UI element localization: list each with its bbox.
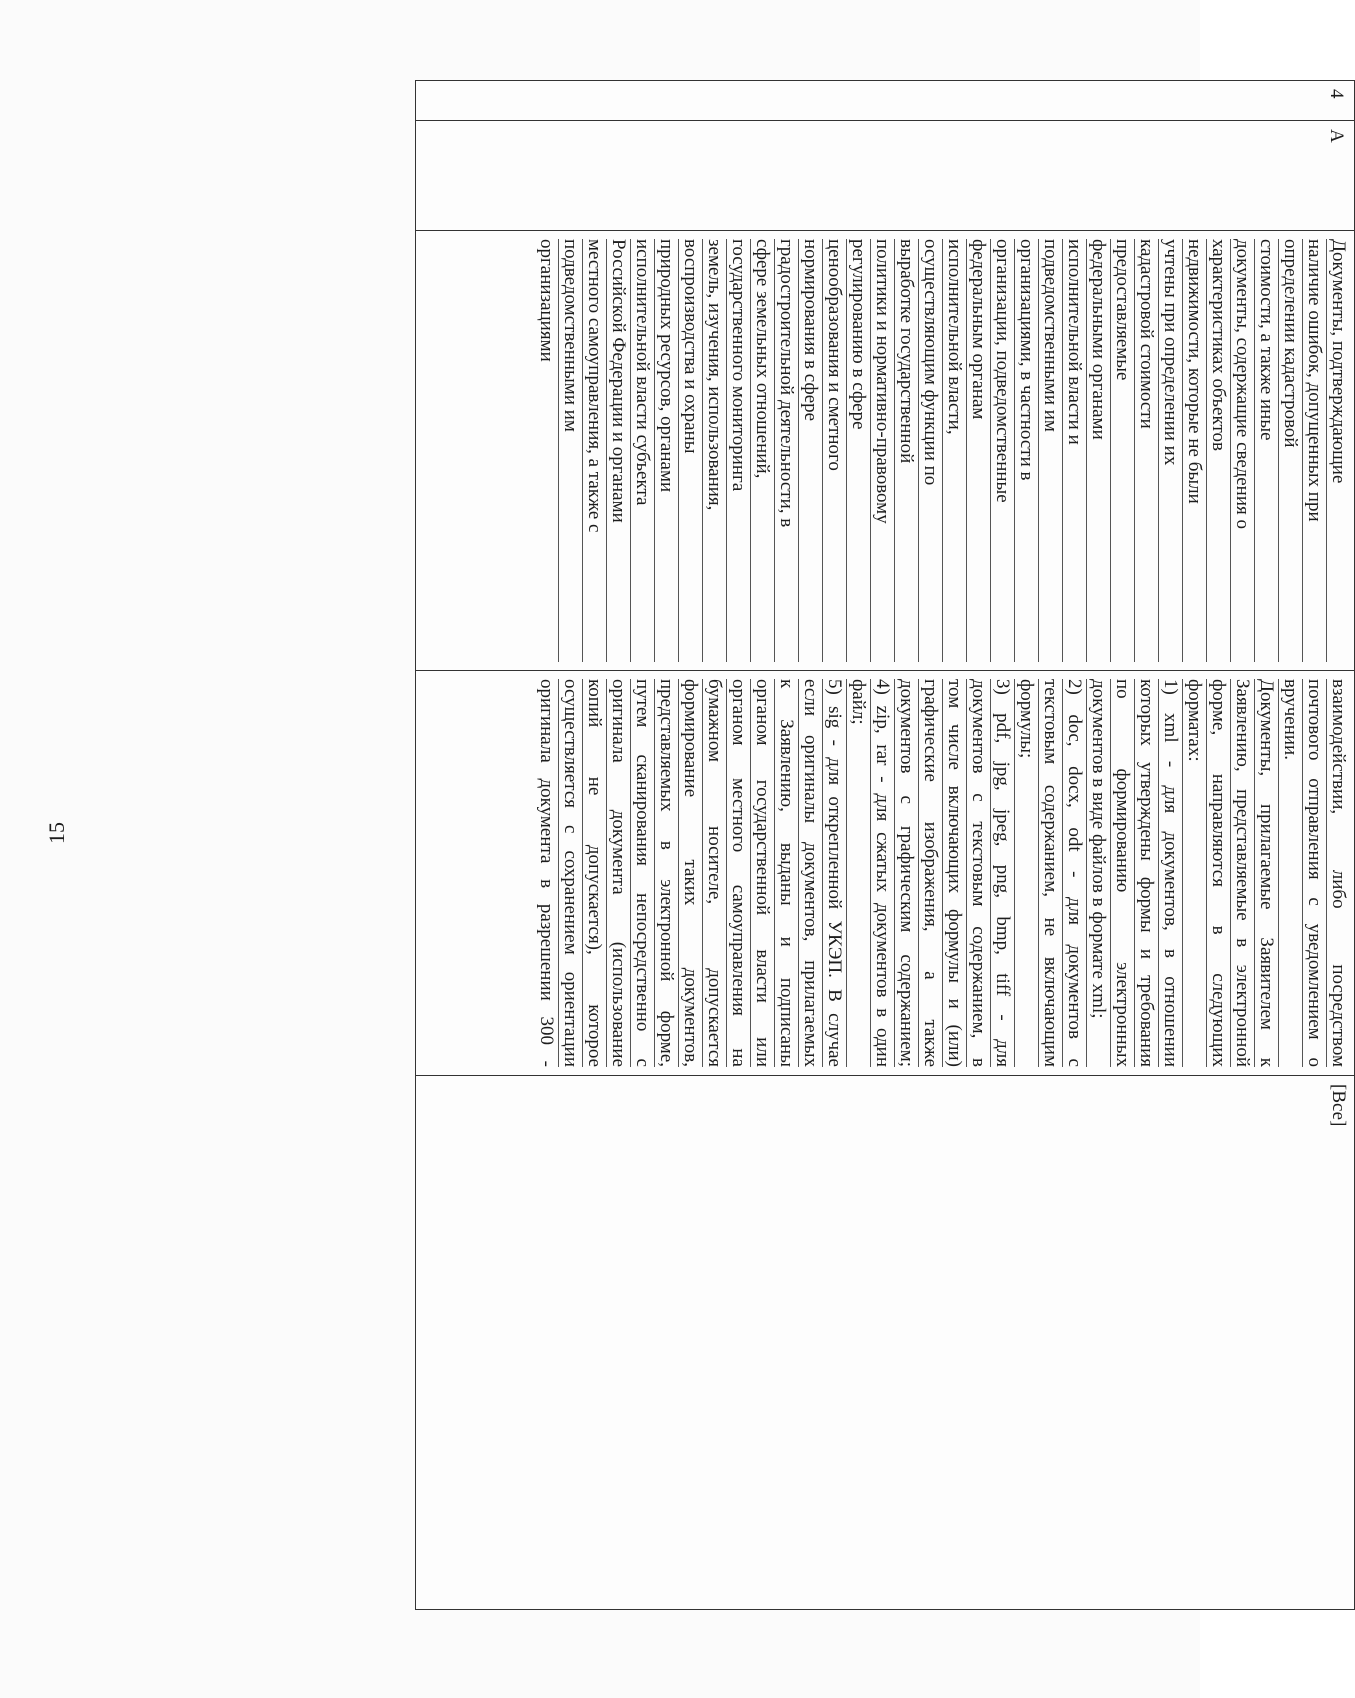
description-line: федеральным органам — [966, 239, 990, 662]
description-line: государственного мониторинга — [726, 239, 750, 662]
text-line: 3) pdf, jpg, jpeg, png, bmp, tiff - для — [992, 679, 1013, 1067]
text-line: файл; — [846, 679, 870, 1067]
text-line: взаимодействии, либо посредством — [1328, 679, 1349, 1067]
text-line: том числе включающих формулы и (или) — [944, 679, 965, 1067]
description-line: земель, изучения, использования, — [702, 239, 726, 662]
text-line: документов с графическим содержанием; — [896, 679, 917, 1067]
text-line: Заявлению, представляемые в электронной — [1232, 679, 1253, 1067]
text-line: формирование таких документов, — [680, 679, 701, 1067]
text-line: форме, направляются в следующих — [1208, 679, 1229, 1067]
description-line: стоимости, а также иные — [1254, 239, 1278, 662]
description-line: Российской Федерации и органами — [606, 239, 630, 662]
description-line: кадастровой стоимости — [1134, 239, 1158, 662]
row-letter-cell — [416, 121, 1354, 231]
text-line: 2) doc, docx, odt - для документов с — [1064, 679, 1085, 1067]
text-line: осуществляется с сохранением ориентации — [560, 679, 581, 1067]
description-line: организации, подведомственные — [990, 239, 1014, 662]
text-line: путем сканирования непосредственно с — [632, 679, 653, 1067]
requirements-text-cell — [416, 671, 1354, 1076]
tag-cell — [416, 1076, 1354, 1609]
description-line: организациями — [536, 239, 557, 362]
text-line: графические изображения, а также — [920, 679, 941, 1067]
description-line: наличие ошибок, допущенных при — [1302, 239, 1326, 662]
text-line: 4) zip, rar - для сжатых документов в один — [872, 679, 893, 1067]
text-line: органом государственной власти или — [752, 679, 773, 1067]
text-line: 5) sig - для открепленной УКЭП. В случае — [824, 679, 845, 1067]
text-line: 1) xml - для документов, в отношении — [1160, 679, 1181, 1067]
text-line: оригинала документа (использование — [608, 679, 629, 1067]
description-line: определении кадастровой — [1278, 239, 1302, 662]
text-line: текстовым содержанием, не включающим — [1040, 679, 1061, 1067]
document-table — [415, 80, 1355, 1610]
text-line: органом местного самоуправления на — [728, 679, 749, 1067]
description-line: характеристиках объектов — [1206, 239, 1230, 662]
row-number: 4 — [1326, 89, 1347, 99]
description-line: документы, содержащие сведения о — [1230, 239, 1254, 662]
description-line: градостроительной деятельности, в — [774, 239, 798, 662]
description-line: исполнительной власти и — [1062, 239, 1086, 662]
text-line: формулы; — [1014, 679, 1038, 1067]
description-line: осуществляющим функции по — [918, 239, 942, 662]
text-line: Документы, прилагаемые Заявителем к — [1256, 679, 1277, 1067]
description-line: исполнительной власти, — [942, 239, 966, 662]
text-line: документов в виде файлов в формате xml; — [1086, 679, 1110, 1067]
description-line: организациями, в частности в — [1014, 239, 1038, 662]
description-line: подведомственными им — [558, 239, 582, 662]
description-line: выработке государственной — [894, 239, 918, 662]
description-line: учтены при определении их — [1158, 239, 1182, 662]
text-line: к Заявлению, выданы и подписаны — [776, 679, 797, 1067]
row-letter: А — [1326, 129, 1347, 143]
text-line: вручении. — [1278, 679, 1302, 1067]
page-number: 15 — [44, 822, 69, 844]
description-line: предоставляемые — [1110, 239, 1134, 662]
text-line: документов с текстовым содержанием, в — [968, 679, 989, 1067]
text-line: почтового отправления с уведомлением о — [1304, 679, 1325, 1067]
description-line: регулированию в сфере — [846, 239, 870, 662]
description-cell — [416, 231, 1354, 671]
description-line: исполнительной власти субъекта — [630, 239, 654, 662]
text-line: бумажном носителе, допускается — [704, 679, 725, 1067]
description-line: местного самоуправления, а также с — [582, 239, 606, 662]
description-line: ценообразования и сметного — [822, 239, 846, 662]
tag-label: [Все] — [1328, 1084, 1349, 1127]
row-number-cell — [416, 81, 1354, 121]
text-line: по формированию электронных — [1112, 679, 1133, 1067]
description-line: недвижимости, которые не были — [1182, 239, 1206, 662]
description-line: Документы, подтверждающие — [1326, 239, 1350, 662]
description-line: политики и нормативно-правовому — [870, 239, 894, 662]
description-line: воспроизводства и охраны — [678, 239, 702, 662]
text-line: представляемых в электронной форме, — [656, 679, 677, 1067]
description-line: федеральными органами — [1086, 239, 1110, 662]
text-line: если оригиналы документов, прилагаемых — [800, 679, 821, 1067]
text-line: которых утверждены формы и требования — [1136, 679, 1157, 1067]
description-line: подведомственными им — [1038, 239, 1062, 662]
description-line: сфере земельных отношений, — [750, 239, 774, 662]
text-line: копий не допускается), которое — [584, 679, 605, 1067]
description-line: нормирования в сфере — [798, 239, 822, 662]
text-line: оригинала документа в разрешении 300 - — [536, 679, 557, 1067]
text-line: форматах: — [1182, 679, 1206, 1067]
description-line: природных ресурсов, органами — [654, 239, 678, 662]
